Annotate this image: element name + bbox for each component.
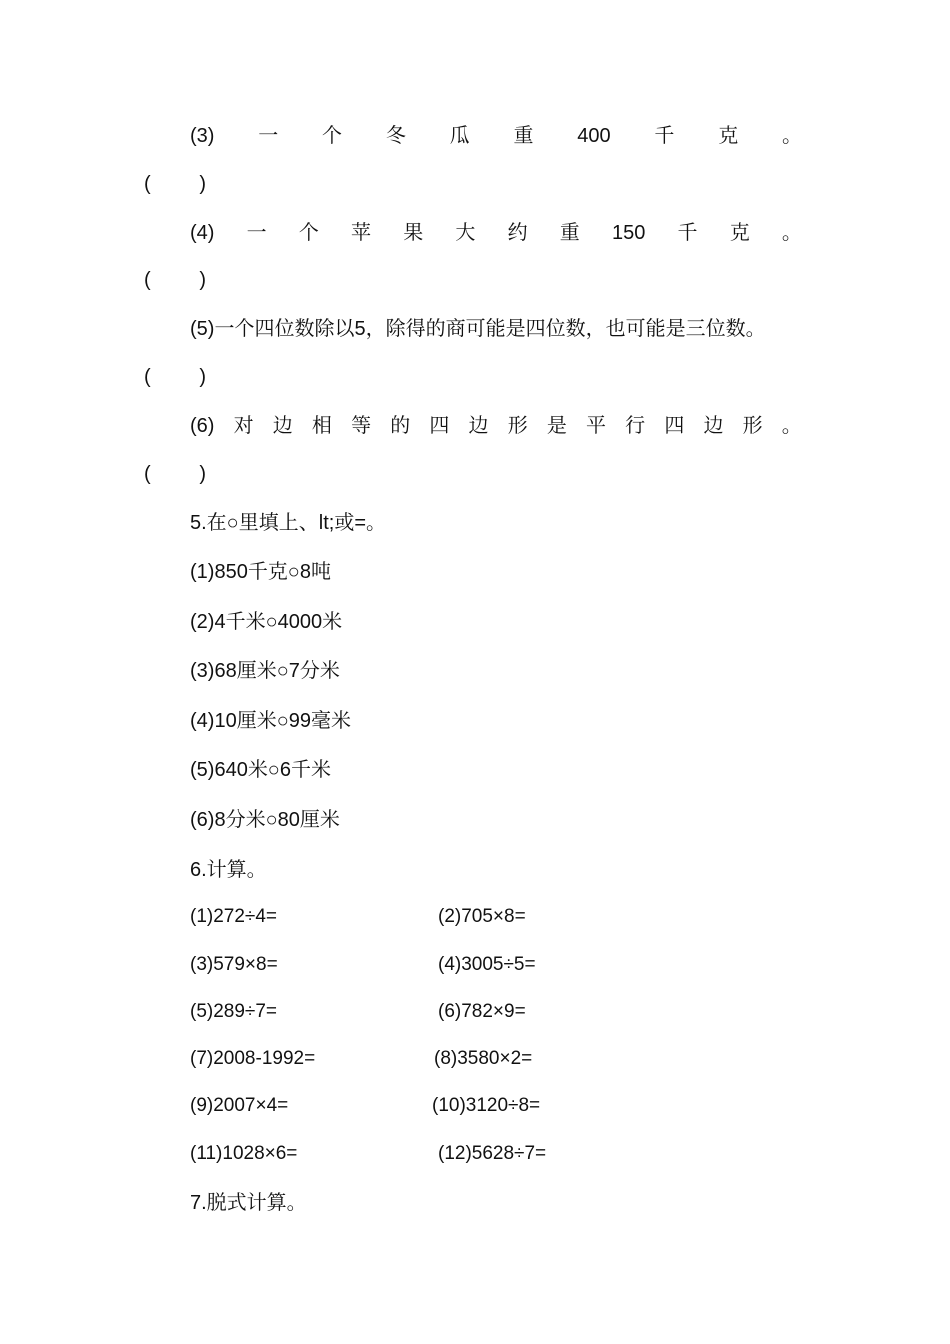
token: 果: [403, 222, 424, 244]
judge-item-4: [190, 219, 802, 247]
calc-row: [190, 1140, 750, 1168]
token: 四: [664, 415, 685, 437]
calc-row: [190, 998, 750, 1026]
token: 千: [654, 125, 675, 147]
paren-close: ): [199, 366, 206, 388]
answer-paren-4[interactable]: [144, 266, 206, 294]
token: 平: [586, 415, 607, 437]
section-7-heading: 7.脱式计算。: [190, 1192, 307, 1214]
token: 150: [611, 222, 646, 244]
token: (3): [190, 125, 215, 147]
token: 形: [507, 415, 528, 437]
token: (6): [190, 415, 215, 437]
token: 克: [729, 222, 750, 244]
token: 。: [781, 222, 802, 244]
judge-item-6: [190, 412, 802, 440]
token: 400: [577, 125, 611, 147]
calc-problem: (9)2007×4=: [190, 1095, 289, 1116]
token: 是: [546, 415, 567, 437]
token: 边: [703, 415, 724, 437]
token: 个: [298, 222, 319, 244]
token: 重: [513, 125, 534, 147]
calc-row: [190, 951, 750, 979]
paren-open: (: [144, 366, 151, 388]
section-5-heading: 5.在○里填上、lt;或=。: [190, 512, 386, 534]
calc-problem: (11)1028×6=: [190, 1143, 298, 1164]
token: 约: [507, 222, 528, 244]
calc-row: [190, 903, 750, 931]
token: 瓜: [449, 125, 470, 147]
judge-item-5: (5)一个四位数除以5，除得的商可能是四位数，也可能是三位数。: [190, 318, 766, 340]
paren-open: (: [144, 463, 151, 485]
token: 一: [246, 222, 267, 244]
token: 苹: [351, 222, 372, 244]
paren-close: ): [199, 463, 206, 485]
token: 形: [742, 415, 763, 437]
token: 个: [322, 125, 343, 147]
calc-problem: (2)705×8=: [438, 906, 526, 927]
calc-problem: (10)3120÷8=: [432, 1095, 541, 1116]
paren-open: (: [144, 269, 151, 291]
token: 边: [468, 415, 489, 437]
answer-paren-6[interactable]: [144, 460, 206, 488]
token: 四: [429, 415, 450, 437]
answer-paren-5[interactable]: [144, 363, 206, 391]
token: 冬: [385, 125, 406, 147]
token: 千: [677, 222, 698, 244]
compare-item: (4)10厘米○99毫米: [190, 710, 352, 732]
token: 对: [233, 415, 254, 437]
token: 一: [258, 125, 279, 147]
calc-row: [190, 1092, 750, 1120]
calc-problem: (3)579×8=: [190, 954, 278, 975]
calc-problem: (1)272÷4=: [190, 906, 278, 927]
token: 相: [311, 415, 332, 437]
compare-item: (5)640米○6千米: [190, 759, 332, 781]
answer-paren-3[interactable]: [144, 170, 206, 198]
token: 大: [455, 222, 476, 244]
token: (4): [190, 222, 215, 244]
token: 。: [781, 415, 802, 437]
calc-problem: (7)2008-1992=: [190, 1048, 316, 1069]
token: 等: [351, 415, 372, 437]
compare-item: (3)68厘米○7分米: [190, 660, 340, 682]
calc-row: [190, 1045, 750, 1073]
calc-problem: (6)782×9=: [438, 1001, 526, 1022]
token: 的: [390, 415, 411, 437]
token: 边: [272, 415, 293, 437]
section-6-heading: 6.计算。: [190, 859, 267, 881]
token: 重: [559, 222, 580, 244]
paren-close: ): [199, 173, 206, 195]
compare-item: (6)8分米○80厘米: [190, 809, 340, 831]
calc-problem: (8)3580×2=: [434, 1048, 533, 1069]
paren-open: (: [144, 173, 151, 195]
compare-item: (2)4千米○4000米: [190, 611, 343, 633]
calc-problem: (5)289÷7=: [190, 1001, 278, 1022]
judge-item-3: [190, 122, 802, 150]
calc-problem: (12)5628÷7=: [438, 1143, 547, 1164]
token: 。: [782, 125, 802, 147]
token: 克: [718, 125, 739, 147]
token: 行: [625, 415, 646, 437]
calc-problem: (4)3005÷5=: [438, 954, 536, 975]
paren-close: ): [199, 269, 206, 291]
compare-item: (1)850千克○8吨: [190, 561, 332, 583]
